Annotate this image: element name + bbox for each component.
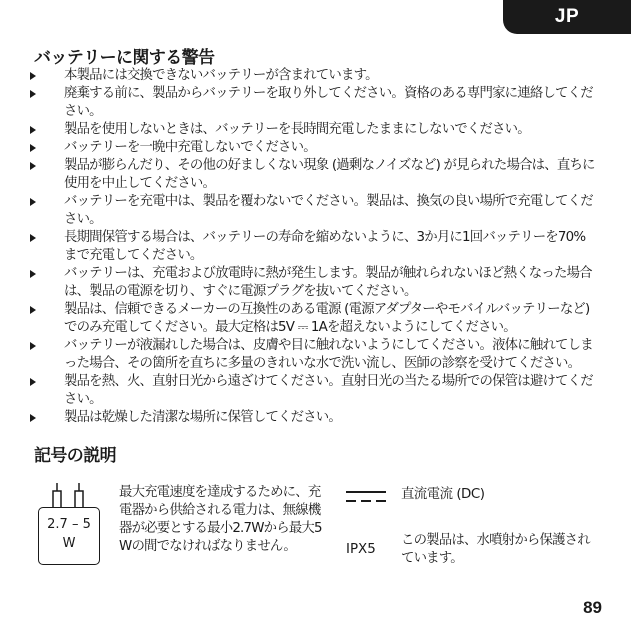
charger-description: 最大充電速度を達成するために、充電器から供給される電力は、無線機器が必要とする最小2.7Wから最大5Wの間でなければなりません。: [119, 485, 322, 554]
bullet-icon: [30, 342, 36, 350]
list-item-text: 製品が膨らんだり、その他の好ましくない現象 (過剰なノイズなど) が見られた場合は、直ちに使用を中止してください。: [64, 158, 595, 191]
list-item-text: 製品を熱、火、直射日光から遠ざけてください。直射日光の当たる場所での保管は避けてください。: [64, 374, 593, 407]
symbol-explanation-heading: 記号の説明: [34, 446, 116, 466]
list-item: [30, 409, 596, 427]
list-item: [30, 193, 596, 229]
list-item-text: 製品は、信頼できるメーカーの互換性のある電源 (電源アダプターやモバイルバッテリーなど) でのみ充電してください。最大定格は5V ⎓ 1Aを超えないようにしてください。: [64, 302, 590, 335]
bullet-icon: [30, 144, 36, 152]
plug-prongs-icon: [49, 482, 89, 508]
list-item-text: 製品は乾燥した清潔な場所に保管してください。: [64, 410, 341, 425]
charger-rating: [38, 507, 100, 565]
list-item-text: バッテリーを充電中は、製品を覆わないでください。製品は、換気の良い場所で充電してください。: [64, 194, 593, 227]
list-item: [30, 121, 596, 139]
ipx5-description: この製品は、水噴射から保護されています。: [401, 533, 590, 566]
list-item-text: 本製品には交換できないバッテリーが含まれています。: [64, 68, 378, 83]
bullet-icon: [30, 414, 36, 422]
battery-warning-list: [30, 67, 596, 427]
bullet-icon: [30, 306, 36, 314]
direct-current-icon: [346, 490, 386, 504]
bullet-icon: [30, 234, 36, 242]
bullet-icon: [30, 162, 36, 170]
list-item: [30, 301, 596, 337]
charger-rating-range: 2.7 – 5: [47, 517, 91, 532]
bullet-icon: [30, 126, 36, 134]
bullet-icon: [30, 198, 36, 206]
ipx5-code: IPX5: [346, 542, 376, 557]
list-item-text: バッテリーが液漏れした場合は、皮膚や目に触れないようにしてください。液体に触れてしまった場合、その箇所を直ちに多量のきれいな水で洗い流し、医師の診察を受けてください。: [64, 338, 593, 371]
list-item: [30, 67, 596, 85]
charger-rating-unit: W: [62, 536, 76, 551]
list-item: [30, 157, 596, 193]
direct-current-label: 直流電流 (DC): [401, 487, 485, 502]
list-item-text: 長期間保管する場合は、バッテリーの寿命を縮めないように、3か月に1回バッテリーを70%まで充電してください。: [64, 230, 586, 263]
charger-icon: [34, 482, 106, 572]
bullet-icon: [30, 90, 36, 98]
list-item: [30, 85, 596, 121]
list-item-text: バッテリーは、充電および放電時に熱が発生します。製品が触れられないほど熱くなった場合は、製品の電源を切り、すぐに電源プラグを抜いてください。: [64, 266, 592, 299]
bullet-icon: [30, 72, 36, 80]
list-item: [30, 139, 596, 157]
language-tab: JP: [503, 0, 631, 34]
page-number: 89: [583, 598, 602, 617]
list-item-text: 製品を使用しないときは、バッテリーを長時間充電したままにしないでください。: [64, 122, 530, 137]
list-item: [30, 337, 596, 373]
list-item: [30, 373, 596, 409]
list-item-text: バッテリーを一晩中充電しないでください。: [64, 140, 316, 155]
list-item: [30, 229, 596, 265]
list-item-text: 廃棄する前に、製品からバッテリーを取り外してください。資格のある専門家に連絡してください。: [64, 86, 593, 119]
battery-warning-heading: バッテリーに関する警告: [34, 48, 215, 68]
bullet-icon: [30, 270, 36, 278]
list-item: [30, 265, 596, 301]
bullet-icon: [30, 378, 36, 386]
